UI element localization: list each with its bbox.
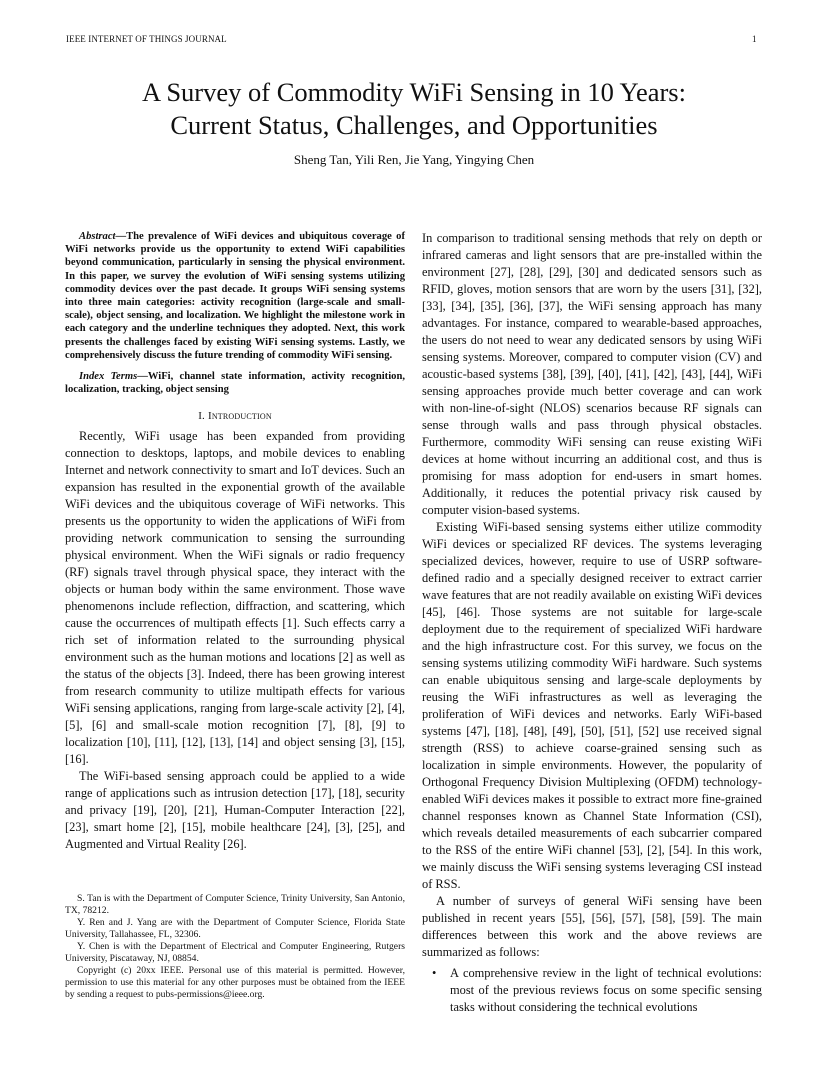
paper-title [40,76,788,142]
footnote: S. Tan is with the Department of Computer Science, Trinity University, San Antonio, TX, 78212. [65,893,405,916]
left-column [65,230,405,853]
page-number: 1 [752,34,757,44]
section-number: I. [198,410,206,423]
author-list: Sheng Tan, Yili Ren, Jie Yang, Yingying Chen [293,152,535,167]
abstract-lead: Abstract [79,231,116,242]
bullet-marker: • [432,966,437,980]
footnote: Copyright (c) 20xx IEEE. Personal use of this material is permitted. However, permission to use this material for any other purposes must be obtained from the IEEE by sending a request to pubs-permissions@ieee.org. [65,965,405,1000]
list-item-text: A comprehensive review in the light of technical evolutions: most of the previous reviews focus on some specific sensing tasks without considering the technical evolutions [450,966,762,1014]
index-terms [65,370,405,396]
section-heading-introduction [65,410,405,422]
paper-title-line: Current Status, Challenges, and Opportunities [170,110,658,140]
index-terms-text: —WiFi, channel state information, activity recognition, localization, tracking, object sensing [65,371,405,396]
footnote: Y. Chen is with the Department of Electrical and Computer Engineering, Rutgers University, Piscataway, NJ, 08854. [65,941,405,964]
footnotes [65,893,405,1001]
paper-title-line: A Survey of Commodity WiFi Sensing in 10 Years: [142,77,686,107]
running-header-journal: IEEE INTERNET OF THINGS JOURNAL [66,34,227,44]
intro-paragraph: The WiFi-based sensing approach could be applied to a wide range of applications such as intrusion detection [17], [18], security and privacy [19], [20], [21], Human-Computer Interaction [22], [23], smart home [2], [15], mobile healthcare [24], [3], [25], and Augmented and Virtual Reality [26]. [65,769,405,852]
abstract-text: —The prevalence of WiFi devices and ubiquitous coverage of WiFi networks provide us the opportunity to extend WiFi capabilities beyond communication, particularly in sensing the physical environment. In this paper, we survey the evolution of WiFi sensing systems utilizing commodity devices over the past decade. It groups WiFi sensing systems into three main categories: activity recognition (large-scale and small-scale), object sensing, and localization. We highlight the milestone work in each category and the underline techniques they adopted. Next, this work presents the challenges faced by existing WiFi sensing systems. Lastly, we comprehensively discuss the future trending of commodity WiFi sensing. [65,231,405,361]
abstract [65,230,405,362]
index-terms-lead: Index Terms [79,371,138,383]
body-paragraph: A number of surveys of general WiFi sensing have been published in recent years [55], [56], [57], [58], [59]. The main differences between this work and the above reviews are summarized as follows: [422,894,762,959]
body-paragraph: Existing WiFi-based sensing systems either utilize commodity WiFi devices or specialized RF devices. The systems leveraging specialized devices, however, require to use of USRP software-defined radio and a specially designed receiver to extract carrier wave features that are not readily available on existing WiFi devices [45], [46]. Those systems are not suitable for large-scale deployment due to the requirement of specialized WiFi hardware and the high infrastructure cost. For this survey, we focus on the sensing systems utilizing commodity WiFi hardware. Such systems can enable ubiquitous sensing and large-scale deployments by reusing the WiFi infrastructures as well as leveraging the proliferation of WiFi devices and networks. Early WiFi-based systems [47], [18], [48], [49], [50], [51], [52] use received signal strength (RSS) to achieve coarse-grained sensing such as localization in simple environments. However, the popularity of Orthogonal Frequency Division Multiplexing (OFDM) technology-enabled WiFi devices makes it possible to extract more fine-grained channel responses known as Channel State Information (CSI), which reveals detailed measurements of each subcarrier compared to the RSS of the entire WiFi channel [53], [2], [54]. In this work, we mainly discuss the WiFi sensing systems leveraging CSI instead of RSS. [422,520,762,891]
section-title: Introduction [207,410,272,423]
right-column [422,230,762,1016]
contribution-list [422,965,762,1016]
intro-paragraph: Recently, WiFi usage has been expanded from providing connection to desktops, laptops, and mobile devices to enabling Internet and network connectivity to smart and IoT devices. Such an expansion has resulted in the exponential growth of the available WiFi devices and the ubiquitous coverage of WiFi networks. This presents us the opportunity to widen the applications of WiFi from providing network communication to sensing the surrounding physical environment. When the WiFi signals or radio frequency (RF) signals travel through physical space, they interact with the objects or human body within the same environment. Those wave phenomenons include reflection, diffraction, and scattering, which cause the occurrences of multipath effects [1]. Such effects carry a rich set of information related to the surrounding physical environment such as the human motions and locations [2] as well as the status of the objects [3]. Indeed, there has been growing interest from research community to utilize multipath effects for various WiFi sensing applications, ranging from large-scale activity [2], [4], [5], [6] and small-scale motion recognition [7], [8], [9] to localization [10], [11], [12], [13], [14] and object sensing [3], [15], [16]. [65,429,405,767]
list-item [422,965,762,1016]
footnote: Y. Ren and J. Yang are with the Department of Computer Science, Florida State University, Tallahassee, FL, 32306. [65,917,405,940]
body-paragraph: In comparison to traditional sensing methods that rely on depth or infrared cameras and light sensors that are pre-installed within the environment [27], [28], [29], [30] and dedicated sensors such as RFID, gloves, motion sensors that are worn by the users [31], [32], [33], [34], [35], [36], [37], the WiFi sensing approach has many advantages. For instance, compared to wearable-based approaches, the users do not need to wear any dedicated sensors by using WiFi sensing systems. Moreover, compared to computer vision (CV) and acoustic-based systems [38], [39], [40], [41], [42], [43], [44], WiFi sensing approaches provide much better coverage and can work with non-line-of-sight (NLOS) scenarios because RF signals can sense through walls and pass through physical obstacles. Furthermore, commodity WiFi sensing can reuse existing WiFi devices at home without incurring an additional cost, and thus is promising for mass adoption for end-users in smart homes. Additionally, it reduces the potential privacy risk caused by computer vision-based systems. [422,231,762,517]
